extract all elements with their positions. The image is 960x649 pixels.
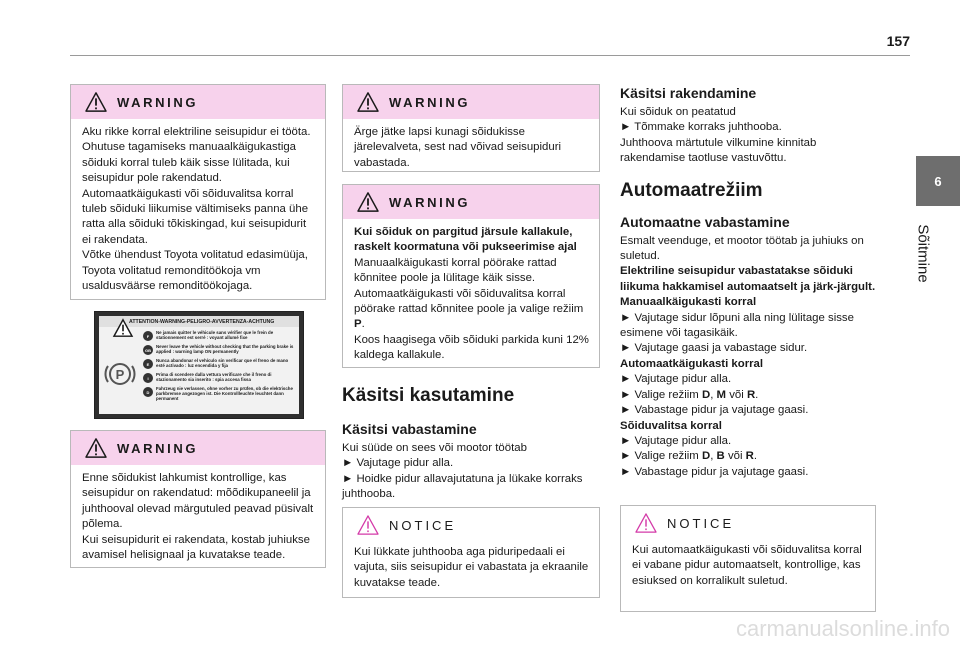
subsection-title: Automaatne vabastamine xyxy=(620,213,790,230)
auto-heading: Automaatkäigukasti korral xyxy=(620,357,764,370)
section-title: Käsitsi kasutamine xyxy=(342,385,515,406)
warning-triangle-icon xyxy=(357,192,379,212)
warning-text: Ärge jätke lapsi kunagi sõidukisse järelevalveta, sest nad võivad seisupiduri vabastada. xyxy=(354,126,562,169)
chapter-tab[interactable]: 6 xyxy=(916,156,960,206)
warning-triangle-icon xyxy=(113,319,133,337)
warning-triangle-icon xyxy=(85,92,107,112)
warning-box-children xyxy=(342,84,600,172)
label-line: F Ne jamais quitter le véhicule sans vérifier que le frein de stationnement est serré : voyant allumé fixe xyxy=(143,330,297,344)
manual-steps: ► Vajutage sidur lõpuni alla ning lülitage sisse esimene või tagasikäik. ► Vajutage gaasi ja vabastage sidur. xyxy=(620,311,854,355)
label-banner: ATTENTION-WARNING-PELIGRO-AVVERTENZA-ACHTUNG xyxy=(99,316,299,327)
notice-header xyxy=(621,506,875,540)
label-lines xyxy=(143,330,297,414)
subsection-title: Käsitsi vabastamine xyxy=(342,421,477,437)
auto-step: ► Vajutage pidur alla. xyxy=(620,373,732,386)
selector-step: ► Vabastage pidur ja vajutage gaasi. xyxy=(620,465,809,478)
parking-brake-warning-label-image xyxy=(94,311,304,419)
label-line: I Prima di scendere dalla vettura verificare che il freno di stazionamento sia inserito : spia accesa fissa xyxy=(143,372,297,386)
warning-box-slope xyxy=(342,184,600,368)
auto-step: ► Vabastage pidur ja vajutage gaasi. xyxy=(620,404,809,417)
warning-text: Kui sõiduk on pargitud järsule kallakule, raskelt koormatuna või pukseerimise ajal Manuaalkäigukasti korral pöörake rattad kõnnitee poole ja lülitage käik sisse. Automaatkäigukasti või sõiduvalitsa korral pöörake rattad kõnnitee poole ja valige režiim P. Koos haagisega võib sõiduki parkida kuni 12% kaldega kallakule. xyxy=(354,226,589,362)
watermark: carmanualsonline.info xyxy=(735,616,950,641)
warning-header xyxy=(343,185,599,219)
notice-box-release xyxy=(342,507,600,598)
chapter-title: Sõitmine xyxy=(914,223,932,283)
warning-label: WARNING xyxy=(389,194,471,210)
warning-label: WARNING xyxy=(389,94,471,110)
warning-label: WARNING xyxy=(117,94,199,110)
svg-text:P: P xyxy=(115,367,125,382)
notice-text: Kui lükkate juhthooba aga piduripedaali ei vajuta, siis seisupidur ei vabastata ja ekraanile kuvatakse teade. xyxy=(354,546,589,589)
section-title: Automaatrežiim xyxy=(620,179,763,201)
warning-label: WARNING xyxy=(117,440,199,456)
notice-text: Kui automaatkäigukasti või sõiduvalitsa korral ei vabane pidur automaatselt, kontrollige, kas esiuksed on korralikult suletud. xyxy=(632,544,862,587)
notice-triangle-icon xyxy=(635,513,657,533)
body-text: Kui sõiduk on peatatud ► Tõmmake korraks juhthooba. Juhthoova märtutule vilkumine kinnitab rakendamise taotluse vastuvõttu. xyxy=(620,106,817,165)
warning-text: Enne sõidukist lahkumist kontrollige, kas seisupidur on rakendatud: mõõdikupaneelil ja juhthooval olevad märgutuled peavad püsivalt põlema. Kui seisupidurit ei rakendata, kostab juhiukse avamisel helisignaal ja kuvatakse teade. xyxy=(82,472,314,562)
header-rule xyxy=(70,55,910,56)
subsection-title: Käsitsi rakendamine xyxy=(620,85,757,101)
body-text: Kui süüde on sees või mootor töötab ► Vajutage pidur alla. ► Hoidke pidur allavajutatuna ja lükake korraks juhthooba. xyxy=(342,442,583,501)
selector-heading: Sõiduvalitsa korral xyxy=(620,419,722,432)
notice-triangle-icon xyxy=(357,515,379,535)
body-text-bold: Elektriline seisupidur vabastatakse sõiduki liikuma hakkamisel automaatselt ja järk-järgult. xyxy=(620,265,876,293)
notice-label: NOTICE xyxy=(667,515,735,531)
warning-triangle-icon xyxy=(357,92,379,112)
label-line: E Nunca abandonar el vehículo sin verificar que el freno de mano esté activado : luz encendida y fija xyxy=(143,358,297,372)
selector-step: ► Vajutage pidur alla. xyxy=(620,434,732,447)
warning-text: Aku rikke korral elektriline seisupidur ei tööta. Ohutuse tagamiseks manuaalkäigukastiga sõiduki korral tuleb käik sisse lülitada, kui seisupidur pole rakendatud. Automaatkäigukasti või sõiduvalitsa korral tuleb sõiduki liikumise vältimiseks panna ühe ratta alla sõiduki tõkiskingad, kui seisupidurit ei rakendata. Võtke ühendust Toyota volitatud edasimüüja, Toyota volitatud remonditöökoja vm usaldusväärse remonditöökojaga. xyxy=(82,126,311,293)
page-number: 157 xyxy=(886,33,910,49)
label-line: D Fahrzeug nie verlassen, ohne vorher zu prüfen, ob die elektrische parkbremse angezogen ist. Die Kontrollleuchte leuchtet dann permanent xyxy=(143,386,297,400)
warning-box-battery xyxy=(70,84,326,300)
label-line: GB Never leave the vehicle without checking that the parking brake is applied : warning lamp ON permanently xyxy=(145,344,294,355)
manual-heading: Manuaalkäigukasti korral xyxy=(620,296,757,309)
parking-brake-icon xyxy=(103,357,137,391)
notice-label: NOTICE xyxy=(389,517,457,533)
warning-header xyxy=(71,431,325,465)
warning-header xyxy=(343,85,599,119)
warning-triangle-icon xyxy=(85,438,107,458)
warning-box-leaving xyxy=(70,430,326,568)
body-text: Esmalt veenduge, et mootor töötab ja juhiuks on suletud. xyxy=(620,234,864,263)
selector-step: ► Valige režiim D, B või R. xyxy=(620,450,758,463)
auto-step: ► Valige režiim D, M või R. xyxy=(620,388,759,401)
warning-header xyxy=(71,85,325,119)
notice-box-doors xyxy=(620,505,876,612)
notice-header xyxy=(343,508,599,542)
